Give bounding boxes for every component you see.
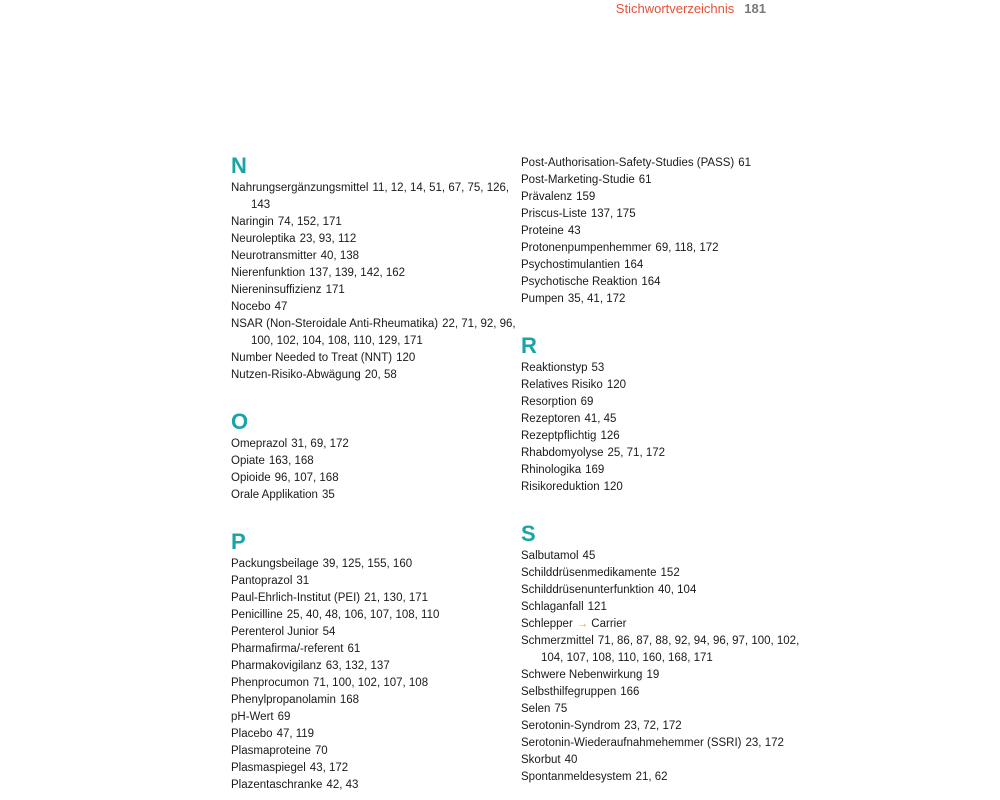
entry-list xyxy=(231,556,521,794)
entry-pages: 69 xyxy=(277,711,291,723)
index-group-n xyxy=(231,152,521,384)
entry-term: Post-Marketing-Studie xyxy=(521,174,635,186)
entry-pages: 69 xyxy=(580,396,594,408)
index-group-o xyxy=(231,408,521,504)
entry-term: Schilddrüsenunterfunktion xyxy=(521,584,654,596)
letter-heading: R xyxy=(521,333,537,358)
entry-pages: 40, 138 xyxy=(320,250,360,262)
index-entry xyxy=(521,172,811,189)
index-entry xyxy=(521,752,811,769)
entry-pages: 164 xyxy=(624,259,644,271)
entry-term: Priscus-Liste xyxy=(521,208,587,220)
index-entry xyxy=(521,462,811,479)
entry-term: Neuroleptika xyxy=(231,233,296,245)
entry-term: Post-Authorisation-Safety-Studies (PASS) xyxy=(521,157,735,169)
cross-reference-link[interactable]: Carrier xyxy=(591,618,627,630)
index-entry xyxy=(521,684,811,701)
arrow-right-icon: → xyxy=(576,618,589,630)
entry-pages: 40 xyxy=(564,754,578,766)
entry-list xyxy=(521,360,811,496)
index-entry xyxy=(231,316,521,350)
index-entry xyxy=(231,726,521,743)
index-entry xyxy=(521,206,811,223)
entry-list xyxy=(521,548,811,786)
entry-pages: 47, 119 xyxy=(276,728,315,740)
index-entry xyxy=(231,214,521,231)
index-entry xyxy=(521,701,811,718)
entry-pages: 23, 172 xyxy=(745,737,784,749)
entry-term: Schlepper xyxy=(521,618,573,630)
index-entry xyxy=(521,769,811,786)
entry-term: Schmerzmittel xyxy=(521,635,594,647)
entry-term: Plazentaschranke xyxy=(231,779,323,791)
entry-term: Number Needed to Treat (NNT) xyxy=(231,352,393,364)
letter-heading: O xyxy=(231,409,249,434)
entry-pages: 171 xyxy=(325,284,345,296)
entry-term: Psychostimulantien xyxy=(521,259,621,271)
entry-pages: 61 xyxy=(347,643,361,655)
entry-list xyxy=(231,436,521,504)
entry-list xyxy=(231,180,521,384)
entry-pages: 96, 107, 168 xyxy=(274,472,339,484)
entry-term: Psychotische Reaktion xyxy=(521,276,638,288)
entry-term: Proteine xyxy=(521,225,564,237)
index-entry xyxy=(521,360,811,377)
entry-pages: 120 xyxy=(606,379,626,391)
index-entry xyxy=(231,282,521,299)
index-entry xyxy=(231,436,521,453)
entry-term: Prävalenz xyxy=(521,191,573,203)
entry-term: Phenylpropanolamin xyxy=(231,694,336,706)
entry-term: Nahrungsergänzungsmittel xyxy=(231,182,369,194)
entry-pages: 61 xyxy=(638,174,652,186)
index-entry xyxy=(521,582,811,599)
entry-term: Opiate xyxy=(231,455,265,467)
entry-term: Skorbut xyxy=(521,754,561,766)
entry-pages: 42, 43 xyxy=(326,779,359,791)
entry-term: Niereninsuffizienz xyxy=(231,284,322,296)
entry-pages: 74, 152, 171 xyxy=(277,216,342,228)
index-entry xyxy=(521,291,811,308)
index-entry xyxy=(521,394,811,411)
entry-term: Salbutamol xyxy=(521,550,579,562)
entry-pages: 39, 125, 155, 160 xyxy=(322,558,413,570)
entry-term: Placebo xyxy=(231,728,273,740)
entry-pages: 168 xyxy=(339,694,360,706)
entry-pages: 169 xyxy=(585,464,605,476)
index-entry xyxy=(521,633,811,667)
entry-pages: 43 xyxy=(567,225,581,237)
entry-term: Schwere Nebenwirkung xyxy=(521,669,643,681)
entry-list xyxy=(521,155,811,308)
running-head xyxy=(560,1,766,17)
entry-pages: 11, 12, 14, 51, 67, 75, 126, 143 xyxy=(251,182,510,211)
entry-pages: 31 xyxy=(296,575,310,587)
entry-term: Orale Applikation xyxy=(231,489,318,501)
entry-pages: 54 xyxy=(322,626,336,638)
entry-pages: 120 xyxy=(396,352,416,364)
entry-pages: 22, 71, 92, 96, 100, 102, 104, 108, 110, 129, 171 xyxy=(251,318,516,347)
index-entry xyxy=(231,624,521,641)
entry-term: Reaktionstyp xyxy=(521,362,588,374)
index-entry xyxy=(231,777,521,794)
entry-pages: 31, 69, 172 xyxy=(291,438,349,450)
entry-term: Serotonin-Syndrom xyxy=(521,720,621,732)
entry-pages: 25, 40, 48, 106, 107, 108, 110 xyxy=(286,609,440,621)
entry-term: Naringin xyxy=(231,216,274,228)
index-entry xyxy=(521,257,811,274)
entry-pages: 71, 86, 87, 88, 92, 94, 96, 97, 100, 102, 104, 107, 108, 110, 160, 168, 171 xyxy=(541,635,800,664)
entry-term: Pumpen xyxy=(521,293,564,305)
entry-pages: 41, 45 xyxy=(584,413,617,425)
entry-term: Nocebo xyxy=(231,301,271,313)
index-entry xyxy=(521,445,811,462)
entry-term: NSAR (Non-Steroidale Anti-Rheumatika) xyxy=(231,318,439,330)
entry-pages: 43, 172 xyxy=(309,762,349,774)
entry-term: Rhabdomyolyse xyxy=(521,447,604,459)
entry-pages: 159 xyxy=(576,191,596,203)
index-entry xyxy=(231,658,521,675)
entry-pages: 71, 100, 102, 107, 108 xyxy=(313,677,429,689)
entry-pages: 69, 118, 172 xyxy=(655,242,719,254)
entry-term: Relatives Risiko xyxy=(521,379,603,391)
entry-term: Packungsbeilage xyxy=(231,558,319,570)
entry-term: Rezeptoren xyxy=(521,413,581,425)
entry-term: Selbsthilfegruppen xyxy=(521,686,617,698)
entry-pages: 25, 71, 172 xyxy=(607,447,666,459)
entry-pages: 35 xyxy=(321,489,335,501)
index-entry xyxy=(521,155,811,172)
index-entry xyxy=(231,760,521,777)
section-title: Stichwortverzeichnis xyxy=(615,1,735,16)
entry-term: Plasmaspiegel xyxy=(231,762,306,774)
entry-pages: 75 xyxy=(554,703,568,715)
letter-heading: S xyxy=(521,521,536,546)
entry-term: Perenterol Junior xyxy=(231,626,319,638)
index-group-r xyxy=(521,332,811,496)
entry-term: Nierenfunktion xyxy=(231,267,306,279)
entry-term: Plasmaproteine xyxy=(231,745,311,757)
entry-pages: 35, 41, 172 xyxy=(567,293,626,305)
entry-term: Phenprocumon xyxy=(231,677,309,689)
entry-pages: 63, 132, 137 xyxy=(325,660,390,672)
entry-pages: 126 xyxy=(600,430,620,442)
entry-pages: 53 xyxy=(591,362,605,374)
index-entry xyxy=(231,607,521,624)
index-entry xyxy=(521,377,811,394)
entry-pages: 45 xyxy=(582,550,596,562)
index-entry xyxy=(231,180,521,214)
entry-term: Nutzen-Risiko-Abwägung xyxy=(231,369,361,381)
entry-term: Resorption xyxy=(521,396,577,408)
entry-term: Penicilline xyxy=(231,609,283,621)
entry-term: Pharmafirma/-referent xyxy=(231,643,344,655)
entry-term: Pharmakovigilanz xyxy=(231,660,322,672)
index-entry xyxy=(231,453,521,470)
index-entry xyxy=(231,692,521,709)
entry-pages: 19 xyxy=(646,669,660,681)
index-entry xyxy=(521,223,811,240)
entry-term: Spontanmeldesystem xyxy=(521,771,632,783)
entry-pages: 121 xyxy=(587,601,607,613)
index-entry xyxy=(521,616,811,633)
entry-term: Paul-Ehrlich-Institut (PEI) xyxy=(231,592,361,604)
index-group-p xyxy=(231,528,521,794)
index-entry xyxy=(521,479,811,496)
entry-pages: 163, 168 xyxy=(268,455,314,467)
entry-pages: 120 xyxy=(603,481,623,493)
entry-term: Omeprazol xyxy=(231,438,288,450)
index-entry xyxy=(521,428,811,445)
index-entry xyxy=(231,641,521,658)
index-entry xyxy=(231,470,521,487)
index-entry xyxy=(231,487,521,504)
entry-pages: 137, 175 xyxy=(590,208,636,220)
index-entry xyxy=(231,248,521,265)
page-number: 181 xyxy=(744,1,766,16)
letter-heading: N xyxy=(231,153,247,178)
entry-term: Neurotransmitter xyxy=(231,250,317,262)
index-entry xyxy=(521,274,811,291)
entry-term: Schilddrüsenmedikamente xyxy=(521,567,657,579)
index-entry xyxy=(231,675,521,692)
index-entry xyxy=(521,599,811,616)
entry-term: Protonenpumpenhemmer xyxy=(521,242,652,254)
index-entry xyxy=(231,367,521,384)
entry-pages: 23, 72, 172 xyxy=(624,720,682,732)
entry-pages: 21, 62 xyxy=(635,771,668,783)
index-entry xyxy=(521,718,811,735)
index-entry xyxy=(521,548,811,565)
index-entry xyxy=(231,556,521,573)
index-entry xyxy=(231,350,521,367)
index-entry xyxy=(521,735,811,752)
index-column-right xyxy=(521,155,811,786)
entry-term: Selen xyxy=(521,703,551,715)
index-entry xyxy=(231,573,521,590)
index-entry xyxy=(521,189,811,206)
entry-pages: 40, 104 xyxy=(657,584,697,596)
index-entry xyxy=(231,709,521,726)
entry-pages: 166 xyxy=(620,686,640,698)
entry-term: Serotonin-Wiederaufnahmehemmer (SSRI) xyxy=(521,737,742,749)
entry-pages: 61 xyxy=(738,157,752,169)
index-entry xyxy=(521,411,811,428)
entry-term: Risikoreduktion xyxy=(521,481,600,493)
entry-term: pH-Wert xyxy=(231,711,274,723)
entry-pages: 20, 58 xyxy=(364,369,397,381)
letter-heading: P xyxy=(231,529,246,554)
index-column-left xyxy=(231,152,521,794)
entry-term: Pantoprazol xyxy=(231,575,293,587)
entry-pages: 23, 93, 112 xyxy=(299,233,357,245)
index-entry xyxy=(231,231,521,248)
entry-term: Opioide xyxy=(231,472,271,484)
index-entry xyxy=(521,565,811,582)
index-entry xyxy=(231,299,521,316)
entry-pages: 21, 130, 171 xyxy=(364,592,429,604)
index-entry xyxy=(521,240,811,257)
entry-pages: 137, 139, 142, 162 xyxy=(309,267,406,279)
index-entry xyxy=(231,590,521,607)
entry-pages: 164 xyxy=(641,276,661,288)
entry-pages: 47 xyxy=(274,301,288,313)
index-entry xyxy=(231,743,521,760)
entry-term: Schlaganfall xyxy=(521,601,584,613)
index-group-s xyxy=(521,520,811,786)
index-entry xyxy=(231,265,521,282)
entry-pages: 152 xyxy=(660,567,680,579)
entry-pages: 70 xyxy=(314,745,328,757)
entry-term: Rhinologika xyxy=(521,464,582,476)
index-group-continued xyxy=(521,155,811,308)
index-entry xyxy=(521,667,811,684)
entry-term: Rezeptpflichtig xyxy=(521,430,597,442)
